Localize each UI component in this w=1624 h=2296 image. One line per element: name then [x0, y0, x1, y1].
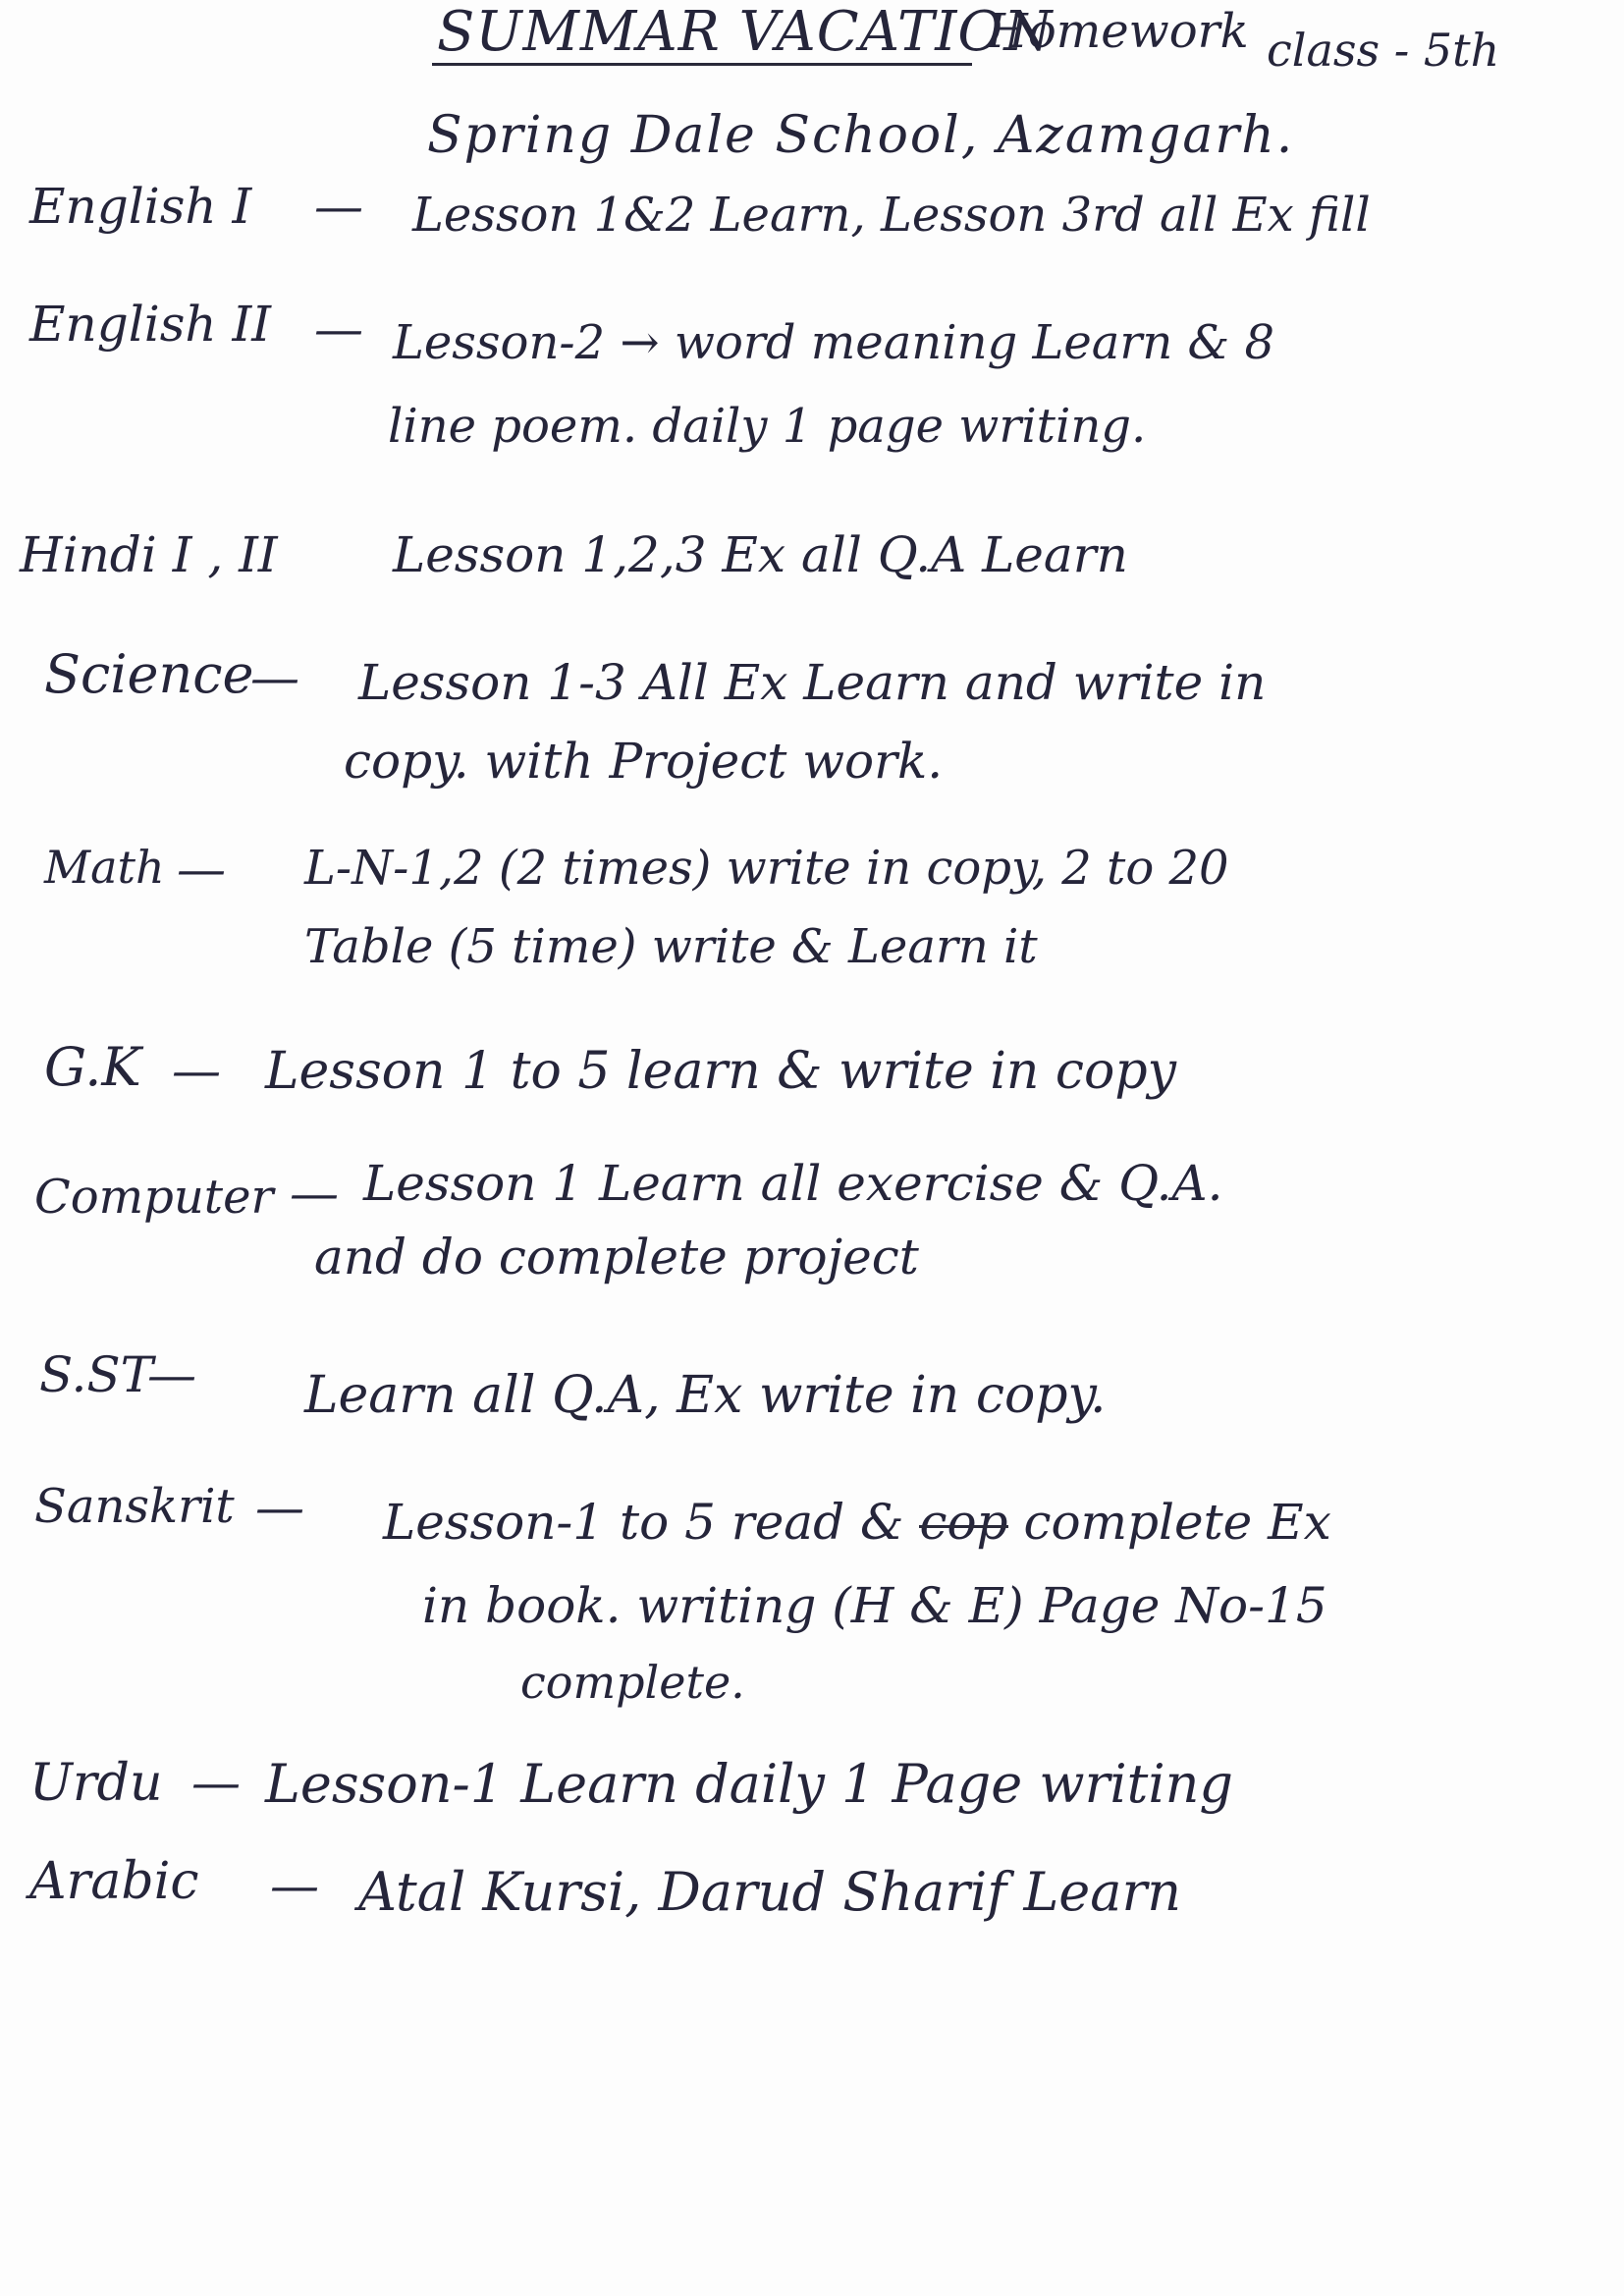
- subject-label: G.K: [44, 1036, 141, 1098]
- subject-line: Lesson 1,2,3 Ex all Q.A Learn: [393, 526, 1128, 583]
- subject-label: Science: [44, 643, 254, 705]
- subject-line: line poem. daily 1 page writing.: [388, 399, 1147, 454]
- subject-line: Table (5 time) write & Learn it: [304, 919, 1038, 974]
- subject-line: Lesson-2 → word meaning Learn & 8: [393, 315, 1275, 370]
- subject-dash: —: [147, 1346, 196, 1403]
- subject-label: S.ST: [39, 1346, 153, 1403]
- page-title: SUMMAR VACATION: [437, 0, 1054, 64]
- title-underline: [432, 63, 972, 66]
- subject-dash: —: [270, 1857, 319, 1914]
- subject-line: Atal Kursi, Darud Sharif Learn: [358, 1861, 1182, 1923]
- subject-line: [383, 1494, 1331, 1551]
- subject-label: Math: [44, 841, 165, 894]
- subject-dash: —: [314, 301, 363, 357]
- subject-line: copy. with Project work.: [344, 733, 944, 790]
- subject-dash: —: [191, 1754, 241, 1811]
- subject-dash: —: [177, 841, 226, 898]
- subject-dash: —: [290, 1165, 339, 1222]
- struck-word: cop: [919, 1494, 1008, 1551]
- subject-label: Sanskrit: [34, 1479, 235, 1534]
- subject-line: L-N-1,2 (2 times) write in copy, 2 to 20: [304, 841, 1229, 896]
- subject-label: Hindi I , II: [20, 526, 278, 583]
- subject-label: Arabic: [29, 1852, 199, 1911]
- school-name: Spring Dale School, Azamgarh.: [427, 106, 1295, 165]
- subject-line: complete.: [520, 1656, 745, 1709]
- subject-line: Learn all Q.A, Ex write in copy.: [304, 1366, 1107, 1425]
- subject-line: Lesson 1 Learn all exercise & Q.A.: [363, 1155, 1223, 1212]
- subject-dash: —: [255, 1479, 304, 1536]
- subject-label: English II: [29, 296, 271, 353]
- subject-line: in book. writing (H & E) Page No-15: [422, 1577, 1327, 1634]
- class-label: class - 5th: [1267, 24, 1500, 77]
- subject-label: Urdu: [29, 1754, 163, 1813]
- subject-dash: —: [314, 178, 363, 235]
- sanskrit-line-end: complete Ex: [1023, 1494, 1331, 1551]
- subject-line: and do complete project: [314, 1229, 919, 1285]
- page-subtitle: Homework: [987, 4, 1249, 59]
- sanskrit-line-start: Lesson-1 to 5 read &: [383, 1494, 904, 1551]
- subject-line: Lesson 1&2 Learn, Lesson 3rd all Ex fill: [412, 188, 1371, 243]
- subject-label: Computer: [34, 1170, 274, 1225]
- subject-dash: —: [250, 649, 299, 706]
- subject-line: Lesson 1-3 All Ex Learn and write in: [358, 654, 1267, 711]
- subject-line: Lesson-1 Learn daily 1 Page writing: [265, 1753, 1233, 1815]
- subject-dash: —: [172, 1042, 221, 1099]
- subject-label: English I: [29, 178, 252, 235]
- subject-line: Lesson 1 to 5 learn & write in copy: [265, 1042, 1177, 1101]
